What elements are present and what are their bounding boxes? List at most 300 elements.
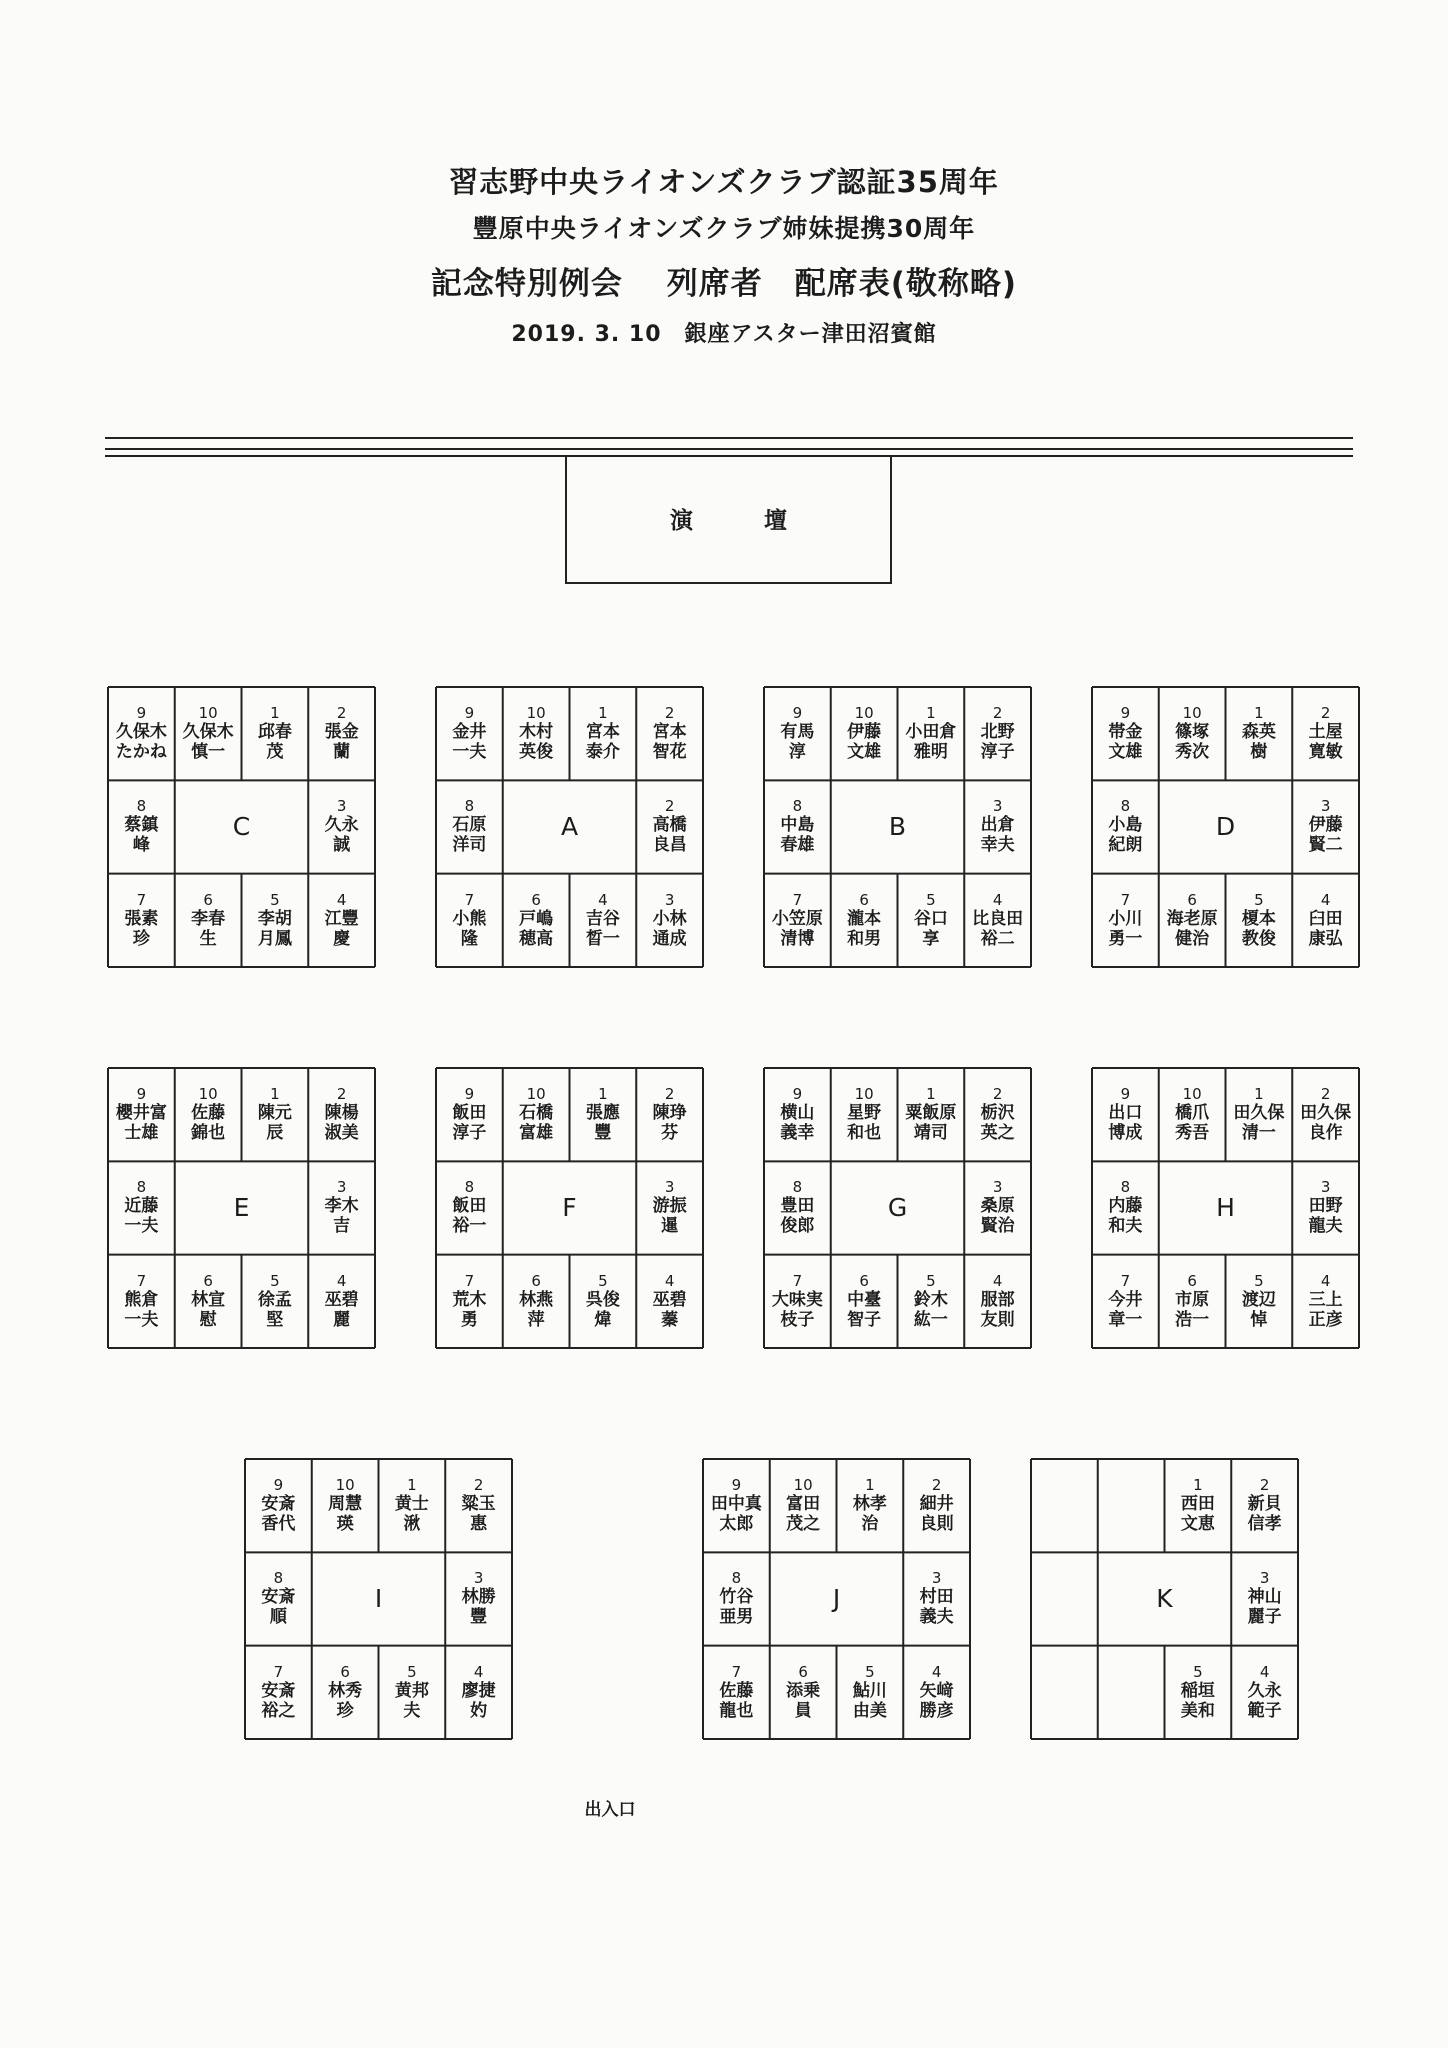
guest-name: 榎本教俊: [1241, 908, 1276, 949]
seat-cell: [1231, 1459, 1298, 1552]
seat-cell: [503, 687, 570, 780]
seat-cell: [1159, 1255, 1226, 1348]
seat-cell: [108, 780, 175, 873]
seat-number: 3: [664, 890, 675, 909]
guest-name: 北野淳子: [980, 722, 1015, 763]
guest-name: 久永誠: [324, 815, 359, 856]
seat-number: 1: [926, 1085, 936, 1104]
seat-cell: [1092, 1255, 1159, 1348]
seat-cell: [636, 874, 703, 967]
guest-name: 石原洋司: [452, 815, 487, 856]
seat-cell: [1031, 1552, 1098, 1645]
seat-cell: [445, 1459, 512, 1552]
guest-name: 帯金文雄: [1108, 722, 1143, 763]
seat-number: 4: [992, 1271, 1003, 1290]
seat-number: 1: [926, 704, 936, 723]
seat-number: 8: [731, 1569, 742, 1588]
seat-number: 5: [926, 890, 936, 909]
table-e: [108, 1068, 375, 1348]
table-d: [1092, 687, 1359, 967]
seat-number: 10: [1182, 704, 1202, 723]
seat-cell: [245, 1552, 312, 1645]
seat-cell: [570, 687, 637, 780]
seat-number: 5: [270, 1271, 280, 1290]
seat-cell: [245, 1646, 312, 1739]
seat-cell: [436, 780, 503, 873]
guest-name: 張應豐: [585, 1103, 620, 1144]
seat-cell: [636, 1161, 703, 1254]
seat-cell: [1226, 1068, 1293, 1161]
seat-cell: [831, 1255, 898, 1348]
seat-cell: [436, 687, 503, 780]
seat-number: 7: [273, 1662, 284, 1681]
seat-number: 1: [1193, 1476, 1203, 1495]
seat-number: 2: [664, 797, 675, 816]
guest-name: 小川勇一: [1108, 908, 1143, 949]
seat-cell: [903, 1646, 970, 1739]
seat-cell: [964, 1255, 1031, 1348]
seat-cell: [764, 874, 831, 967]
guest-name: 安斎香代: [261, 1494, 296, 1535]
seat-cell: [903, 1459, 970, 1552]
title-line-3: 記念特別例会 列席者 配席表(敬称略): [430, 266, 1018, 302]
seat-number: 4: [1320, 890, 1331, 909]
seat-cell: [1159, 874, 1226, 967]
guest-name: 豊田俊郎: [780, 1196, 815, 1237]
guest-name: 小島紀朗: [1108, 815, 1143, 856]
table-label: G: [887, 1193, 908, 1223]
table-b: [764, 687, 1031, 967]
seat-number: 7: [1120, 1271, 1131, 1290]
guest-name: 呉俊煒: [585, 1289, 620, 1330]
table-label: A: [560, 812, 579, 842]
seat-number: 1: [407, 1476, 417, 1495]
guest-name: 李木吉: [324, 1196, 359, 1237]
seat-cell: [1231, 1552, 1298, 1645]
podium: [565, 455, 892, 584]
seat-number: 4: [473, 1662, 484, 1681]
guest-name: 小林通成: [652, 908, 687, 949]
seat-cell: [108, 874, 175, 967]
seat-cell: [898, 687, 965, 780]
guest-name: 市原浩一: [1175, 1289, 1210, 1330]
seat-number: 2: [664, 1085, 675, 1104]
guest-name: 林燕萍: [519, 1289, 554, 1330]
seat-cell: [1231, 1646, 1298, 1739]
guest-name: 巫碧蓁: [652, 1289, 687, 1330]
seat-number: 5: [1254, 1271, 1264, 1290]
guest-name: 神山麗子: [1247, 1587, 1282, 1628]
seat-cell: [245, 1459, 312, 1552]
guest-name: 李春生: [191, 908, 226, 949]
guest-name: 巫碧麗: [324, 1289, 359, 1330]
seat-number: 1: [270, 1085, 280, 1104]
seat-cell: [831, 874, 898, 967]
guest-name: 鮎川由美: [852, 1680, 887, 1721]
seat-cell: [1098, 1459, 1165, 1552]
guest-name: 熊倉一夫: [124, 1289, 159, 1330]
seat-number: 2: [992, 1085, 1003, 1104]
seat-cell: [308, 687, 375, 780]
guest-name: 宮本泰介: [585, 722, 620, 763]
seat-number: 7: [792, 890, 803, 909]
seat-cell: [1226, 687, 1293, 780]
table-j: [703, 1459, 970, 1739]
stage-edge-line: [105, 448, 1353, 450]
seat-number: 6: [1187, 1271, 1197, 1290]
seat-cell: [242, 1068, 309, 1161]
seat-number: 9: [792, 1085, 803, 1104]
seat-number: 8: [273, 1569, 284, 1588]
seat-number: 10: [1182, 1085, 1202, 1104]
seat-cell: [570, 874, 637, 967]
seat-number: 8: [1120, 1178, 1131, 1197]
guest-name: 服部友則: [980, 1289, 1015, 1330]
table-label: J: [832, 1584, 841, 1614]
guest-name: 森英樹: [1241, 722, 1276, 763]
seat-number: 10: [793, 1476, 813, 1495]
guest-name: 鈴木紘一: [913, 1289, 948, 1330]
guest-name: 富田茂之: [786, 1494, 821, 1535]
seat-cell: [636, 780, 703, 873]
seat-number: 7: [136, 890, 147, 909]
seat-cell: [570, 1068, 637, 1161]
guest-name: 宮本智花: [652, 722, 687, 763]
guest-name: 石橋富雄: [519, 1103, 554, 1144]
seat-number: 3: [1320, 1178, 1331, 1197]
seat-number: 7: [1120, 890, 1131, 909]
seat-cell: [898, 1068, 965, 1161]
seat-number: 9: [792, 704, 803, 723]
seat-number: 8: [136, 797, 147, 816]
guest-name: 張素珍: [124, 908, 159, 949]
guest-name: 荒木勇: [452, 1289, 487, 1330]
guest-name: 田久保良作: [1300, 1103, 1352, 1144]
seat-number: 8: [464, 797, 475, 816]
seat-cell: [1165, 1646, 1232, 1739]
guest-name: 星野和也: [847, 1103, 882, 1144]
seat-number: 9: [136, 1085, 147, 1104]
guest-name: 近藤一夫: [124, 1196, 159, 1237]
guest-name: 粟飯原靖司: [905, 1103, 957, 1144]
guest-name: 村田義夫: [919, 1587, 954, 1628]
guest-name: 飯田淳子: [452, 1103, 487, 1144]
seat-cell: [964, 874, 1031, 967]
seat-cell: [903, 1552, 970, 1645]
seat-cell: [898, 1255, 965, 1348]
seat-number: 4: [992, 890, 1003, 909]
seat-cell: [764, 1255, 831, 1348]
seat-number: 10: [198, 704, 218, 723]
guest-name: 林宣慰: [191, 1289, 226, 1330]
guest-name: 田野龍夫: [1308, 1196, 1343, 1237]
seat-number: 10: [526, 704, 546, 723]
guest-name: 今井章一: [1108, 1289, 1143, 1330]
seat-number: 2: [1320, 704, 1331, 723]
guest-name: 林勝豐: [461, 1587, 496, 1628]
seat-number: 4: [931, 1662, 942, 1681]
seat-cell: [379, 1459, 446, 1552]
guest-name: 吉谷晳一: [585, 908, 620, 949]
guest-name: 出倉幸夫: [980, 815, 1015, 856]
guest-name: 海老原健治: [1166, 908, 1218, 949]
seat-cell: [831, 1068, 898, 1161]
seat-number: 3: [336, 1178, 347, 1197]
table-label: C: [232, 812, 251, 842]
seat-cell: [703, 1459, 770, 1552]
seat-number: 9: [273, 1476, 284, 1495]
seat-number: 4: [1259, 1662, 1270, 1681]
guest-name: 中島春雄: [780, 815, 815, 856]
guest-name: 櫻井富士雄: [115, 1103, 167, 1144]
seat-number: 3: [1259, 1569, 1270, 1588]
seat-cell: [445, 1552, 512, 1645]
guest-name: 張金蘭: [324, 722, 359, 763]
guest-name: 臼田康弘: [1308, 908, 1343, 949]
seat-number: 6: [531, 1271, 541, 1290]
seat-number: 9: [136, 704, 147, 723]
seat-number: 6: [203, 1271, 213, 1290]
seat-cell: [108, 1161, 175, 1254]
seat-cell: [1292, 874, 1359, 967]
guest-name: 邱春茂: [257, 722, 292, 763]
seat-number: 3: [992, 797, 1003, 816]
seat-cell: [964, 687, 1031, 780]
guest-name: 飯田裕一: [452, 1196, 487, 1237]
guest-name: 篠塚秀次: [1175, 722, 1210, 763]
title-line-1: 習志野中央ライオンズクラブ認証35周年: [449, 165, 999, 199]
seat-cell: [108, 687, 175, 780]
seat-number: 9: [1120, 1085, 1131, 1104]
guest-name: 佐藤龍也: [719, 1680, 754, 1721]
seat-number: 4: [1320, 1271, 1331, 1290]
seat-number: 6: [340, 1662, 350, 1681]
seat-number: 1: [598, 704, 608, 723]
seat-cell: [1092, 780, 1159, 873]
guest-name: 蔡鎮峰: [124, 815, 159, 856]
guest-name: 李胡月鳳: [257, 908, 292, 949]
guest-name: 有馬淳: [780, 722, 815, 763]
title-line-2: 豐原中央ライオンズクラブ姉妹提携30周年: [472, 214, 976, 243]
seat-cell: [764, 687, 831, 780]
seat-cell: [703, 1646, 770, 1739]
seat-number: 9: [464, 1085, 475, 1104]
seat-cell: [636, 687, 703, 780]
guest-name: 竹谷亜男: [719, 1587, 754, 1628]
table-c: [108, 687, 375, 967]
podium-label: 演 壇: [670, 508, 811, 534]
guest-name: 瀧本和男: [847, 908, 882, 949]
seat-number: 5: [1254, 890, 1264, 909]
table-label: B: [888, 812, 907, 842]
seat-cell: [964, 780, 1031, 873]
seat-number: 6: [859, 1271, 869, 1290]
guest-name: 田中真太郎: [710, 1494, 762, 1535]
table-label: K: [1156, 1584, 1173, 1614]
seat-cell: [1092, 1161, 1159, 1254]
guest-name: 栃沢英之: [980, 1103, 1015, 1144]
seat-number: 3: [473, 1569, 484, 1588]
guest-name: 橋爪秀吾: [1175, 1103, 1210, 1144]
seat-number: 9: [731, 1476, 742, 1495]
seat-cell: [636, 1068, 703, 1161]
seat-cell: [503, 1068, 570, 1161]
guest-name: 小田倉雅明: [905, 722, 957, 763]
seat-number: 9: [464, 704, 475, 723]
seat-cell: [242, 874, 309, 967]
seat-number: 1: [598, 1085, 608, 1104]
guest-name: 陳楊淑美: [324, 1103, 359, 1144]
seat-cell: [898, 874, 965, 967]
seat-number: 10: [854, 1085, 874, 1104]
guest-name: 粱玉惠: [461, 1494, 496, 1535]
seat-number: 7: [464, 890, 475, 909]
seat-cell: [503, 874, 570, 967]
seat-cell: [1092, 874, 1159, 967]
table-h: [1092, 1068, 1359, 1348]
seat-cell: [770, 1646, 837, 1739]
seat-cell: [312, 1459, 379, 1552]
seat-cell: [1292, 687, 1359, 780]
seat-cell: [436, 874, 503, 967]
seat-cell: [308, 1161, 375, 1254]
guest-name: 西田文恵: [1180, 1494, 1215, 1535]
seat-number: 3: [992, 1178, 1003, 1197]
seat-cell: [1159, 687, 1226, 780]
guest-name: 稲垣美和: [1180, 1680, 1215, 1721]
seat-cell: [1292, 1068, 1359, 1161]
seat-number: 10: [335, 1476, 355, 1495]
guest-name: 内藤和夫: [1108, 1196, 1143, 1237]
guest-name: 田久保清一: [1233, 1103, 1285, 1144]
seat-number: 6: [203, 890, 213, 909]
seat-cell: [1031, 1646, 1098, 1739]
guest-name: 高橋良昌: [652, 815, 687, 856]
guest-name: 横山義幸: [780, 1103, 815, 1144]
seat-number: 8: [792, 797, 803, 816]
seat-number: 2: [1259, 1476, 1270, 1495]
guest-name: 桑原賢治: [980, 1196, 1015, 1237]
guest-name: 佐藤錦也: [191, 1103, 226, 1144]
seat-number: 2: [336, 1085, 347, 1104]
seat-number: 10: [526, 1085, 546, 1104]
guest-name: 安斎裕之: [261, 1680, 296, 1721]
seat-cell: [570, 1255, 637, 1348]
guest-name: 小熊隆: [452, 908, 487, 949]
table-label: F: [562, 1193, 577, 1223]
seat-number: 5: [270, 890, 280, 909]
seat-cell: [764, 780, 831, 873]
guest-name: 土屋寛敏: [1308, 722, 1343, 763]
seat-number: 8: [464, 1178, 475, 1197]
seat-number: 3: [336, 797, 347, 816]
stage-edge-line: [105, 437, 1353, 439]
seat-cell: [436, 1161, 503, 1254]
seat-cell: [764, 1068, 831, 1161]
seat-cell: [436, 1068, 503, 1161]
seat-number: 8: [1120, 797, 1131, 816]
seat-number: 10: [854, 704, 874, 723]
event-date-venue: 2019. 3. 10 銀座アスター津田沼賓館: [511, 322, 937, 347]
guest-name: 三上正彦: [1308, 1289, 1343, 1330]
seat-cell: [436, 1255, 503, 1348]
seat-number: 5: [407, 1662, 417, 1681]
seat-cell: [312, 1646, 379, 1739]
guest-name: 矢﨑勝彦: [919, 1680, 954, 1721]
guest-name: 伊藤賢二: [1308, 815, 1343, 856]
seat-number: 1: [1254, 704, 1264, 723]
seat-cell: [308, 1255, 375, 1348]
seat-number: 2: [992, 704, 1003, 723]
seat-cell: [108, 1068, 175, 1161]
guest-name: 久保木たかね: [115, 722, 167, 763]
seat-number: 4: [598, 890, 608, 909]
guest-name: 徐孟堅: [257, 1289, 292, 1330]
table-label: I: [374, 1584, 383, 1614]
seat-cell: [503, 1255, 570, 1348]
guest-name: 久永範子: [1247, 1680, 1282, 1721]
guest-name: 谷口享: [913, 908, 948, 949]
guest-name: 江豐慶: [324, 908, 359, 949]
seat-number: 5: [598, 1271, 608, 1290]
seat-number: 1: [1254, 1085, 1264, 1104]
exit-label: 出入口: [584, 1800, 636, 1820]
guest-name: 金井一夫: [452, 722, 487, 763]
seat-number: 6: [859, 890, 869, 909]
seat-cell: [242, 687, 309, 780]
guest-name: 林秀珍: [328, 1680, 363, 1721]
guest-name: 細井良則: [919, 1494, 954, 1535]
guest-name: 黄士湫: [394, 1494, 429, 1535]
seat-number: 7: [136, 1271, 147, 1290]
guest-name: 周慧瑛: [328, 1494, 363, 1535]
seat-number: 2: [473, 1476, 484, 1495]
seat-number: 7: [464, 1271, 475, 1290]
guest-name: 林孝治: [852, 1494, 887, 1535]
seat-cell: [1092, 1068, 1159, 1161]
seat-cell: [1292, 780, 1359, 873]
seat-number: 3: [931, 1569, 942, 1588]
guest-name: 安斎順: [261, 1587, 296, 1628]
seat-cell: [175, 1068, 242, 1161]
seat-cell: [1098, 1646, 1165, 1739]
seat-number: 5: [1193, 1662, 1203, 1681]
seat-cell: [964, 1068, 1031, 1161]
seat-cell: [1226, 874, 1293, 967]
guest-name: 游振暹: [652, 1196, 687, 1237]
seat-number: 6: [798, 1662, 808, 1681]
guest-name: 廖捷妁: [461, 1680, 496, 1721]
seat-number: 2: [336, 704, 347, 723]
guest-name: 陳琤芬: [652, 1103, 687, 1144]
seat-cell: [703, 1552, 770, 1645]
guest-name: 大味実枝子: [771, 1289, 823, 1330]
seat-number: 6: [1187, 890, 1197, 909]
table-f: [436, 1068, 703, 1348]
seat-cell: [308, 780, 375, 873]
table-label: D: [1215, 812, 1236, 842]
seat-number: 1: [865, 1476, 875, 1495]
guest-name: 添乗員: [786, 1680, 821, 1721]
seat-number: 5: [926, 1271, 936, 1290]
guest-name: 久保木慎一: [182, 722, 234, 763]
guest-name: 出口博成: [1108, 1103, 1143, 1144]
seat-number: 6: [531, 890, 541, 909]
seat-cell: [1226, 1255, 1293, 1348]
seat-number: 7: [731, 1662, 742, 1681]
seat-cell: [831, 687, 898, 780]
seat-number: 2: [664, 704, 675, 723]
